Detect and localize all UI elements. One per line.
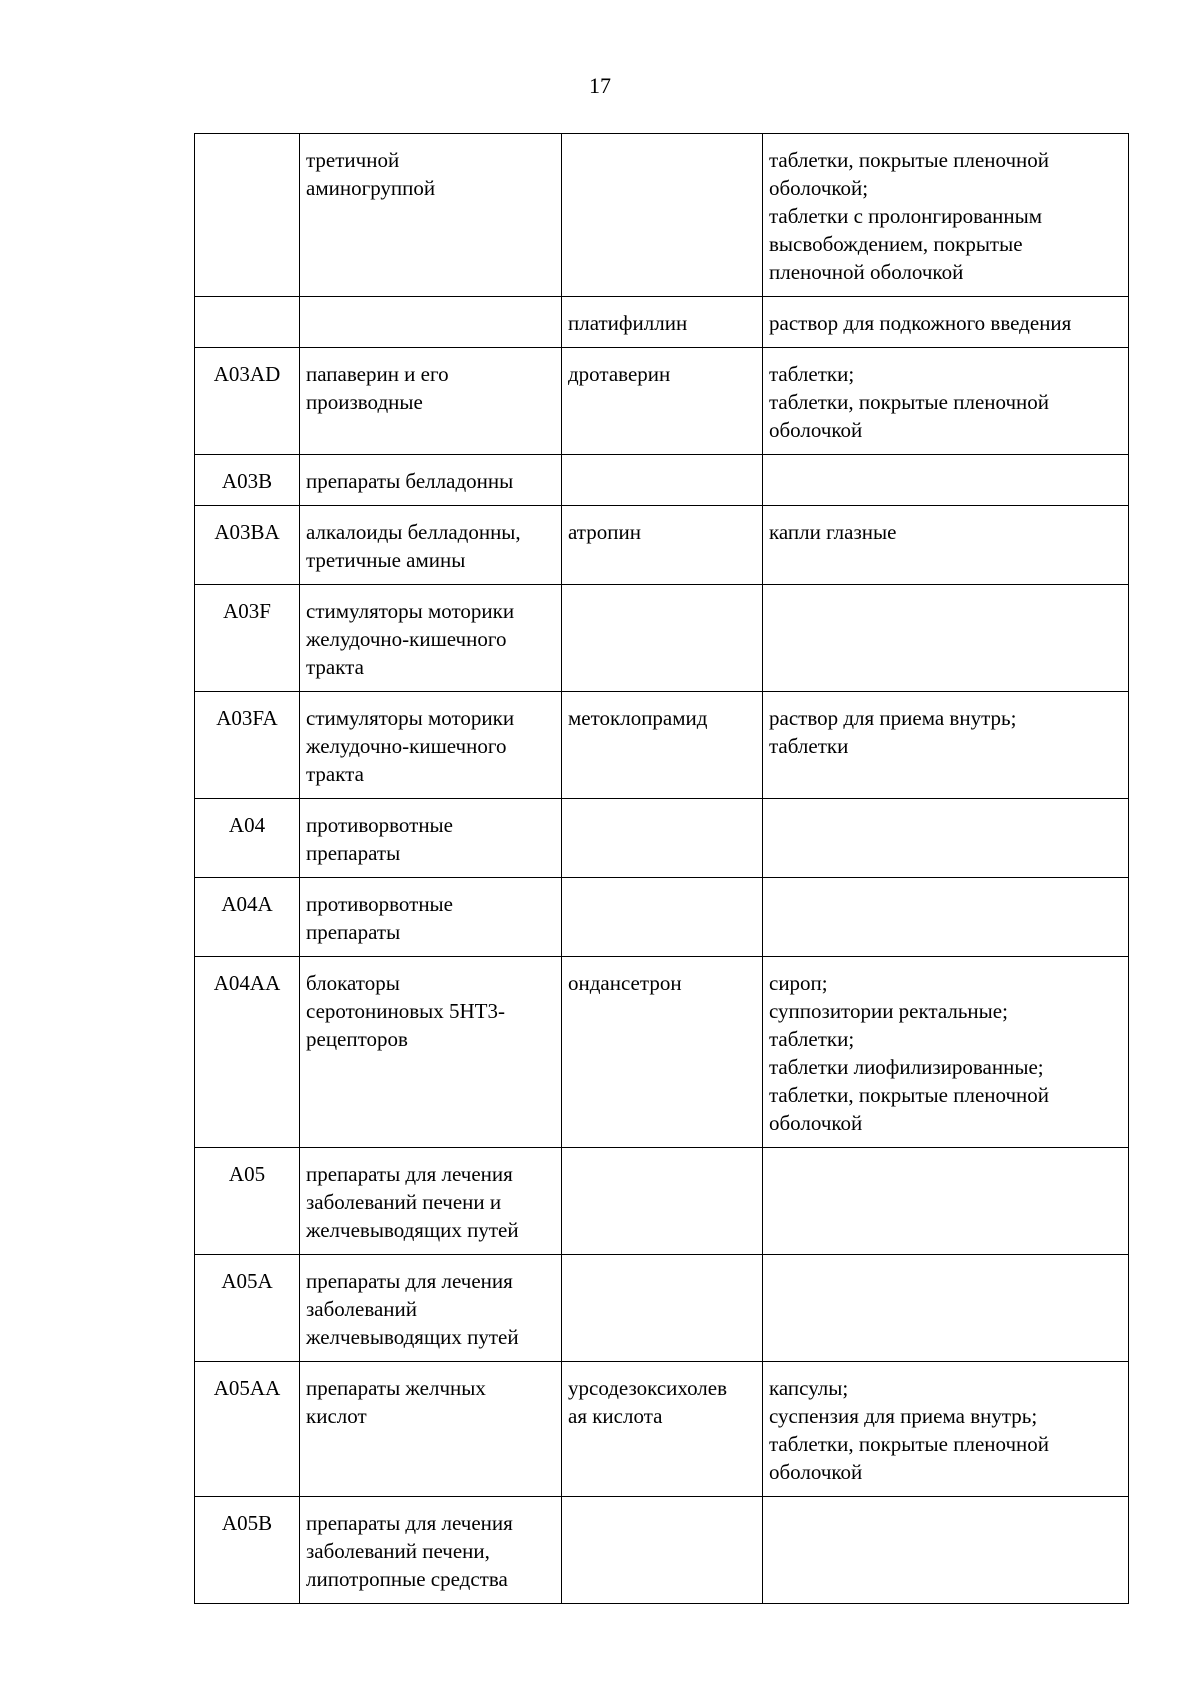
page-number: 17 <box>589 73 611 98</box>
dosage-forms-cell <box>763 134 1129 297</box>
group-line: заболеваний печени, <box>306 1539 490 1563</box>
atc-code-cell: A04A <box>195 878 300 957</box>
group-line: аминогруппой <box>306 176 436 200</box>
group-line: стимуляторы моторики <box>306 706 515 730</box>
group-name-cell <box>300 799 562 878</box>
group-name-cell <box>300 1362 562 1497</box>
atc-code-cell: A05B <box>195 1497 300 1604</box>
group-name-cell <box>300 297 562 348</box>
atc-code-cell: A04AA <box>195 957 300 1148</box>
atc-code-cell <box>195 297 300 348</box>
drug-name-cell <box>562 799 763 878</box>
dosage-forms-cell <box>763 1255 1129 1362</box>
dosage-forms-cell <box>763 297 1129 348</box>
dosage-forms-cell <box>763 799 1129 878</box>
drug-line: урсодезоксихолев <box>568 1376 728 1400</box>
group-line: противорвотные <box>306 813 453 837</box>
dosage-form-line: оболочкой <box>769 1111 863 1135</box>
dosage-form-line: раствор для подкожного введения <box>769 311 1072 335</box>
dosage-form-line: таблетки с пролонгированным <box>769 204 1043 228</box>
table-row <box>195 692 1129 799</box>
dosage-form-line: суспензия для приема внутрь; <box>769 1404 1038 1428</box>
atc-code-cell: A03B <box>195 455 300 506</box>
table-row <box>195 878 1129 957</box>
dosage-form-line: таблетки; <box>769 1027 855 1051</box>
group-line: препараты белладонны <box>306 469 514 493</box>
drug-name-cell <box>562 1255 763 1362</box>
drug-name-cell <box>562 692 763 799</box>
dosage-forms-cell <box>763 1148 1129 1255</box>
group-line: производные <box>306 390 423 414</box>
dosage-form-line: сироп; <box>769 971 828 995</box>
group-name-cell <box>300 348 562 455</box>
group-line: кислот <box>306 1404 367 1428</box>
group-name-cell <box>300 506 562 585</box>
group-line: препараты <box>306 841 401 865</box>
dosage-form-line: таблетки, покрытые пленочной <box>769 1083 1050 1107</box>
table-row <box>195 1148 1129 1255</box>
atc-code-cell: A04 <box>195 799 300 878</box>
dosage-forms-cell <box>763 957 1129 1148</box>
dosage-forms-cell <box>763 878 1129 957</box>
drug-line: платифиллин <box>568 311 688 335</box>
group-line: препараты для лечения <box>306 1269 513 1293</box>
group-line: третичной <box>306 148 400 172</box>
group-line: препараты для лечения <box>306 1511 513 1535</box>
dosage-form-line: таблетки лиофилизированные; <box>769 1055 1044 1079</box>
group-name-cell <box>300 1255 562 1362</box>
group-line: желудочно-кишечного <box>306 734 507 758</box>
table-row <box>195 134 1129 297</box>
drug-line: ондансетрон <box>568 971 682 995</box>
group-line: липотропные средства <box>306 1567 508 1591</box>
group-line: противорвотные <box>306 892 453 916</box>
drug-name-cell <box>562 1497 763 1604</box>
table-row <box>195 957 1129 1148</box>
dosage-forms-cell <box>763 585 1129 692</box>
drug-name-cell <box>562 348 763 455</box>
atc-code-cell: A05 <box>195 1148 300 1255</box>
table-body <box>195 134 1129 1604</box>
dosage-form-line: оболочкой <box>769 418 863 442</box>
dosage-form-line: капли глазные <box>769 520 897 544</box>
drug-name-cell <box>562 878 763 957</box>
drug-name-cell <box>562 1148 763 1255</box>
group-line: заболеваний <box>306 1297 417 1321</box>
group-line: заболеваний печени и <box>306 1190 502 1214</box>
atc-code-cell: A03BA <box>195 506 300 585</box>
drug-name-cell <box>562 585 763 692</box>
atc-code-cell: A03FA <box>195 692 300 799</box>
drug-line: дротаверин <box>568 362 671 386</box>
group-line: желчевыводящих путей <box>306 1325 519 1349</box>
table-row <box>195 585 1129 692</box>
dosage-forms-cell <box>763 1497 1129 1604</box>
group-name-cell <box>300 134 562 297</box>
group-name-cell <box>300 878 562 957</box>
group-line: препараты для лечения <box>306 1162 513 1186</box>
drug-name-cell <box>562 297 763 348</box>
group-line: папаверин и его <box>306 362 449 386</box>
dosage-form-line: пленочной оболочкой <box>769 260 964 284</box>
dosage-form-line: таблетки, покрытые пленочной <box>769 148 1050 172</box>
drug-name-cell <box>562 455 763 506</box>
group-line: препараты желчных <box>306 1376 486 1400</box>
drug-name-cell <box>562 1362 763 1497</box>
group-name-cell <box>300 455 562 506</box>
drug-name-cell <box>562 957 763 1148</box>
table-row <box>195 506 1129 585</box>
atc-code-cell: A05AA <box>195 1362 300 1497</box>
dosage-form-line: таблетки; <box>769 362 855 386</box>
group-line: препараты <box>306 920 401 944</box>
atc-code-cell <box>195 134 300 297</box>
group-name-cell <box>300 1148 562 1255</box>
drug-line: ая кислота <box>568 1404 663 1428</box>
atc-code-cell: A03F <box>195 585 300 692</box>
dosage-form-line: высвобождением, покрытые <box>769 232 1023 256</box>
group-line: стимуляторы моторики <box>306 599 515 623</box>
dosage-forms-cell <box>763 348 1129 455</box>
dosage-forms-cell <box>763 692 1129 799</box>
atc-code-cell: A03AD <box>195 348 300 455</box>
group-line: серотониновых 5HT3- <box>306 999 505 1023</box>
group-line: тракта <box>306 655 364 679</box>
drug-line: метоклопрамид <box>568 706 708 730</box>
drug-table <box>194 133 1129 1604</box>
dosage-form-line: оболочкой; <box>769 176 869 200</box>
group-line: желудочно-кишечного <box>306 627 507 651</box>
dosage-form-line: таблетки, покрытые пленочной <box>769 1432 1050 1456</box>
table-row <box>195 1362 1129 1497</box>
drug-line: атропин <box>568 520 641 544</box>
group-line: третичные амины <box>306 548 466 572</box>
atc-code-cell: A05A <box>195 1255 300 1362</box>
group-line: алкалоиды белладонны, <box>306 520 521 544</box>
table-row <box>195 1255 1129 1362</box>
drug-name-cell <box>562 134 763 297</box>
dosage-form-line: таблетки <box>769 734 849 758</box>
table-row <box>195 455 1129 506</box>
group-line: желчевыводящих путей <box>306 1218 519 1242</box>
dosage-forms-cell <box>763 455 1129 506</box>
dosage-form-line: капсулы; <box>769 1376 849 1400</box>
group-line: рецепторов <box>306 1027 408 1051</box>
group-name-cell <box>300 692 562 799</box>
table-row <box>195 348 1129 455</box>
drug-name-cell <box>562 506 763 585</box>
group-name-cell <box>300 957 562 1148</box>
dosage-form-line: таблетки, покрытые пленочной <box>769 390 1050 414</box>
dosage-form-line: оболочкой <box>769 1460 863 1484</box>
group-line: тракта <box>306 762 364 786</box>
table-row <box>195 297 1129 348</box>
group-line: блокаторы <box>306 971 400 995</box>
table-row <box>195 1497 1129 1604</box>
group-name-cell <box>300 585 562 692</box>
dosage-forms-cell <box>763 1362 1129 1497</box>
table-row <box>195 799 1129 878</box>
dosage-forms-cell <box>763 506 1129 585</box>
dosage-form-line: раствор для приема внутрь; <box>769 706 1017 730</box>
group-name-cell <box>300 1497 562 1604</box>
dosage-form-line: суппозитории ректальные; <box>769 999 1008 1023</box>
